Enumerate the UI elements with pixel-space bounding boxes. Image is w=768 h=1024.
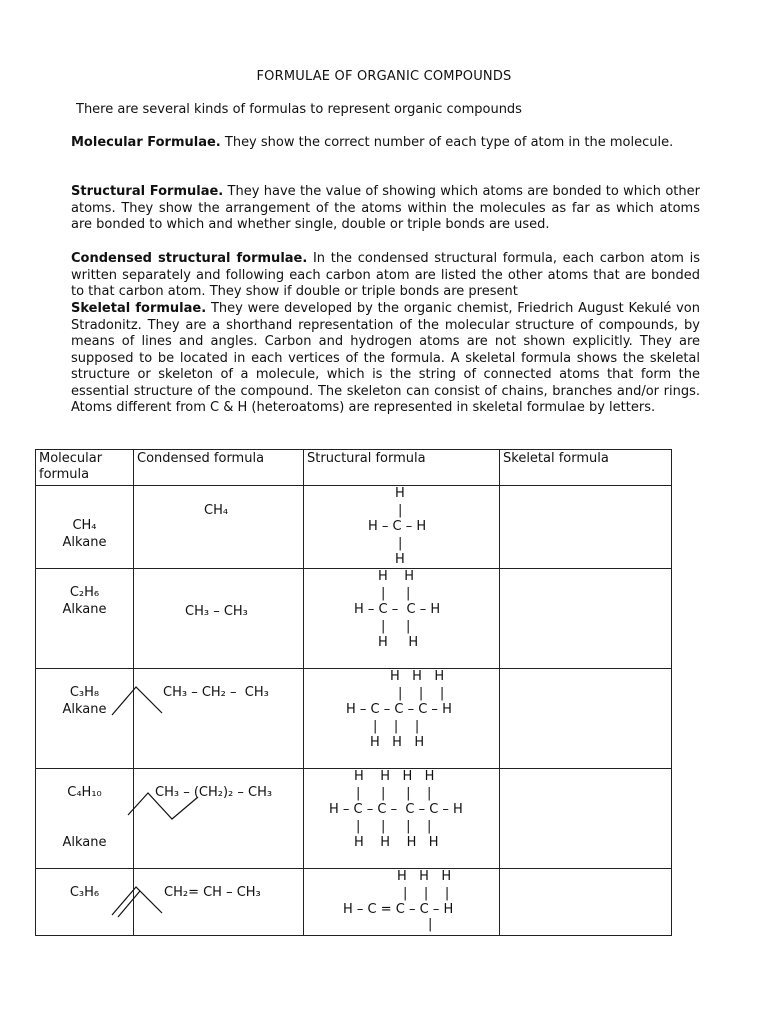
condensed-cell [134, 769, 304, 869]
skeletal-cell [500, 486, 672, 569]
table-row [36, 569, 672, 669]
structural-line: H – C – C – C – H [346, 702, 452, 717]
paragraph-skeletal [71, 301, 700, 417]
structural-line: | | | | [356, 819, 432, 834]
compound-class: Alkane [62, 835, 107, 850]
molecular-formula: C₃H₆ [69, 885, 100, 900]
structural-line: | | [381, 586, 411, 601]
structural-line: | [428, 917, 433, 932]
body-molecular: They show the correct number of each type of atom in the molecule. [220, 135, 674, 150]
header-structural: Structural formula [307, 451, 426, 466]
table-row [36, 869, 672, 936]
heading-molecular: Molecular Formulae. [71, 135, 221, 150]
structural-line: H – C – H [368, 519, 427, 534]
structural-line: H H [378, 635, 419, 650]
structural-cell [304, 869, 500, 936]
molecular-cell [36, 569, 134, 669]
structural-line: H – C – C – H [354, 602, 441, 617]
intro-text: There are several kinds of formulas to represent organic compounds [76, 102, 522, 117]
table-row [36, 486, 672, 569]
formula-table [35, 449, 672, 936]
header-cell [36, 450, 134, 486]
structural-line: H H H [397, 869, 452, 884]
molecular-formula: C₃H₈ [69, 685, 100, 700]
header-molecular: Molecular formula [39, 451, 103, 482]
skeletal-cell [500, 569, 672, 669]
table-row [36, 669, 672, 769]
condensed-cell [134, 869, 304, 936]
heading-condensed: Condensed structural formulae. [71, 251, 308, 266]
paragraph-structural [71, 184, 700, 234]
structural-line: H H H [390, 669, 445, 684]
structural-line: H H H H [354, 835, 439, 850]
paragraph-molecular [71, 135, 700, 152]
molecular-cell [36, 486, 134, 569]
condensed-formula: CH₃ – CH₃ [185, 604, 248, 619]
body-condensed: In the condensed structural formula, each carbon atom is written separately and following each carbon atom are listed the other atoms that are bonded to that carbon atom. They show if double or triple bonds are present [71, 251, 700, 299]
structural-line: H H [378, 569, 415, 584]
body-structural: They have the value of showing which atoms are bonded to which other atoms. They show the arrangement of the atoms within the molecules as far as which atoms are bonded to which and whether single, double or triple bonds are used. [71, 184, 700, 232]
molecular-cell [36, 669, 134, 769]
compound-class: Alkane [62, 535, 107, 550]
skeletal-cell [500, 669, 672, 769]
document-title: FORMULAE OF ORGANIC COMPOUNDS [256, 69, 512, 84]
structural-line: | [398, 536, 403, 551]
molecular-cell [36, 769, 134, 869]
body-skeletal: They were developed by the organic chemist, Friedrich August Kekulé von Stradonitz. They are a shorthand representation of the molecular structure of compounds, by means of lines and angles. Carbon and hydrogen atoms are not shown explicitly. They are supposed to be located in each vertices of the formula. A skeletal formula shows the skeletal structure or skeleton of a molecule, which is the string of connected atoms that form the essential structure of the compound. The skeleton can consist of chains, branches and/or rings. Atoms different from C & H (heteroatoms) are represented in skeletal formulae by letters. [71, 301, 700, 415]
condensed-cell [134, 486, 304, 569]
structural-line: | | | | [356, 786, 432, 801]
condensed-formula: CH₃ – CH₂ – CH₃ [163, 685, 269, 700]
structural-line: | | | [373, 719, 420, 734]
structural-line: H [395, 552, 405, 567]
header-condensed: Condensed formula [137, 451, 265, 466]
compound-class: Alkane [62, 602, 107, 617]
molecular-formula: CH₄ [72, 518, 97, 533]
structural-cell [304, 486, 500, 569]
structural-cell [304, 769, 500, 869]
molecular-formula: C₄H₁₀ [67, 785, 102, 800]
header-cell [304, 450, 500, 486]
condensed-formula: CH₂= CH – CH₃ [164, 885, 261, 900]
header-skeletal: Skeletal formula [503, 451, 609, 466]
structural-line: H H H [370, 735, 425, 750]
condensed-cell [134, 569, 304, 669]
condensed-formula: CH₃ – (CH₂)₂ – CH₃ [155, 785, 273, 800]
structural-cell [304, 669, 500, 769]
condensed-formula: CH₄ [204, 503, 229, 518]
structural-line: H – C = C – C – H [343, 902, 454, 917]
header-cell [500, 450, 672, 486]
structural-line: | | | [398, 686, 445, 701]
molecular-cell [36, 869, 134, 936]
table-header-row [36, 450, 672, 486]
structural-cell [304, 569, 500, 669]
heading-skeletal: Skeletal formulae. [71, 301, 207, 316]
structural-line: H H H H [354, 769, 435, 784]
molecular-formula: C₂H₆ [69, 585, 100, 600]
structural-line: | | | [403, 886, 450, 901]
skeletal-cell [500, 869, 672, 936]
table-row [36, 769, 672, 869]
paragraph-condensed [71, 251, 700, 301]
structural-line: H – C – C – C – C – H [329, 802, 463, 817]
structural-line: H [395, 486, 405, 501]
skeletal-cell [500, 769, 672, 869]
structural-line: | | [381, 619, 411, 634]
header-cell [134, 450, 304, 486]
structural-line: | [398, 503, 403, 518]
heading-structural: Structural Formulae. [71, 184, 224, 199]
condensed-cell [134, 669, 304, 769]
compound-class: Alkane [62, 702, 107, 717]
